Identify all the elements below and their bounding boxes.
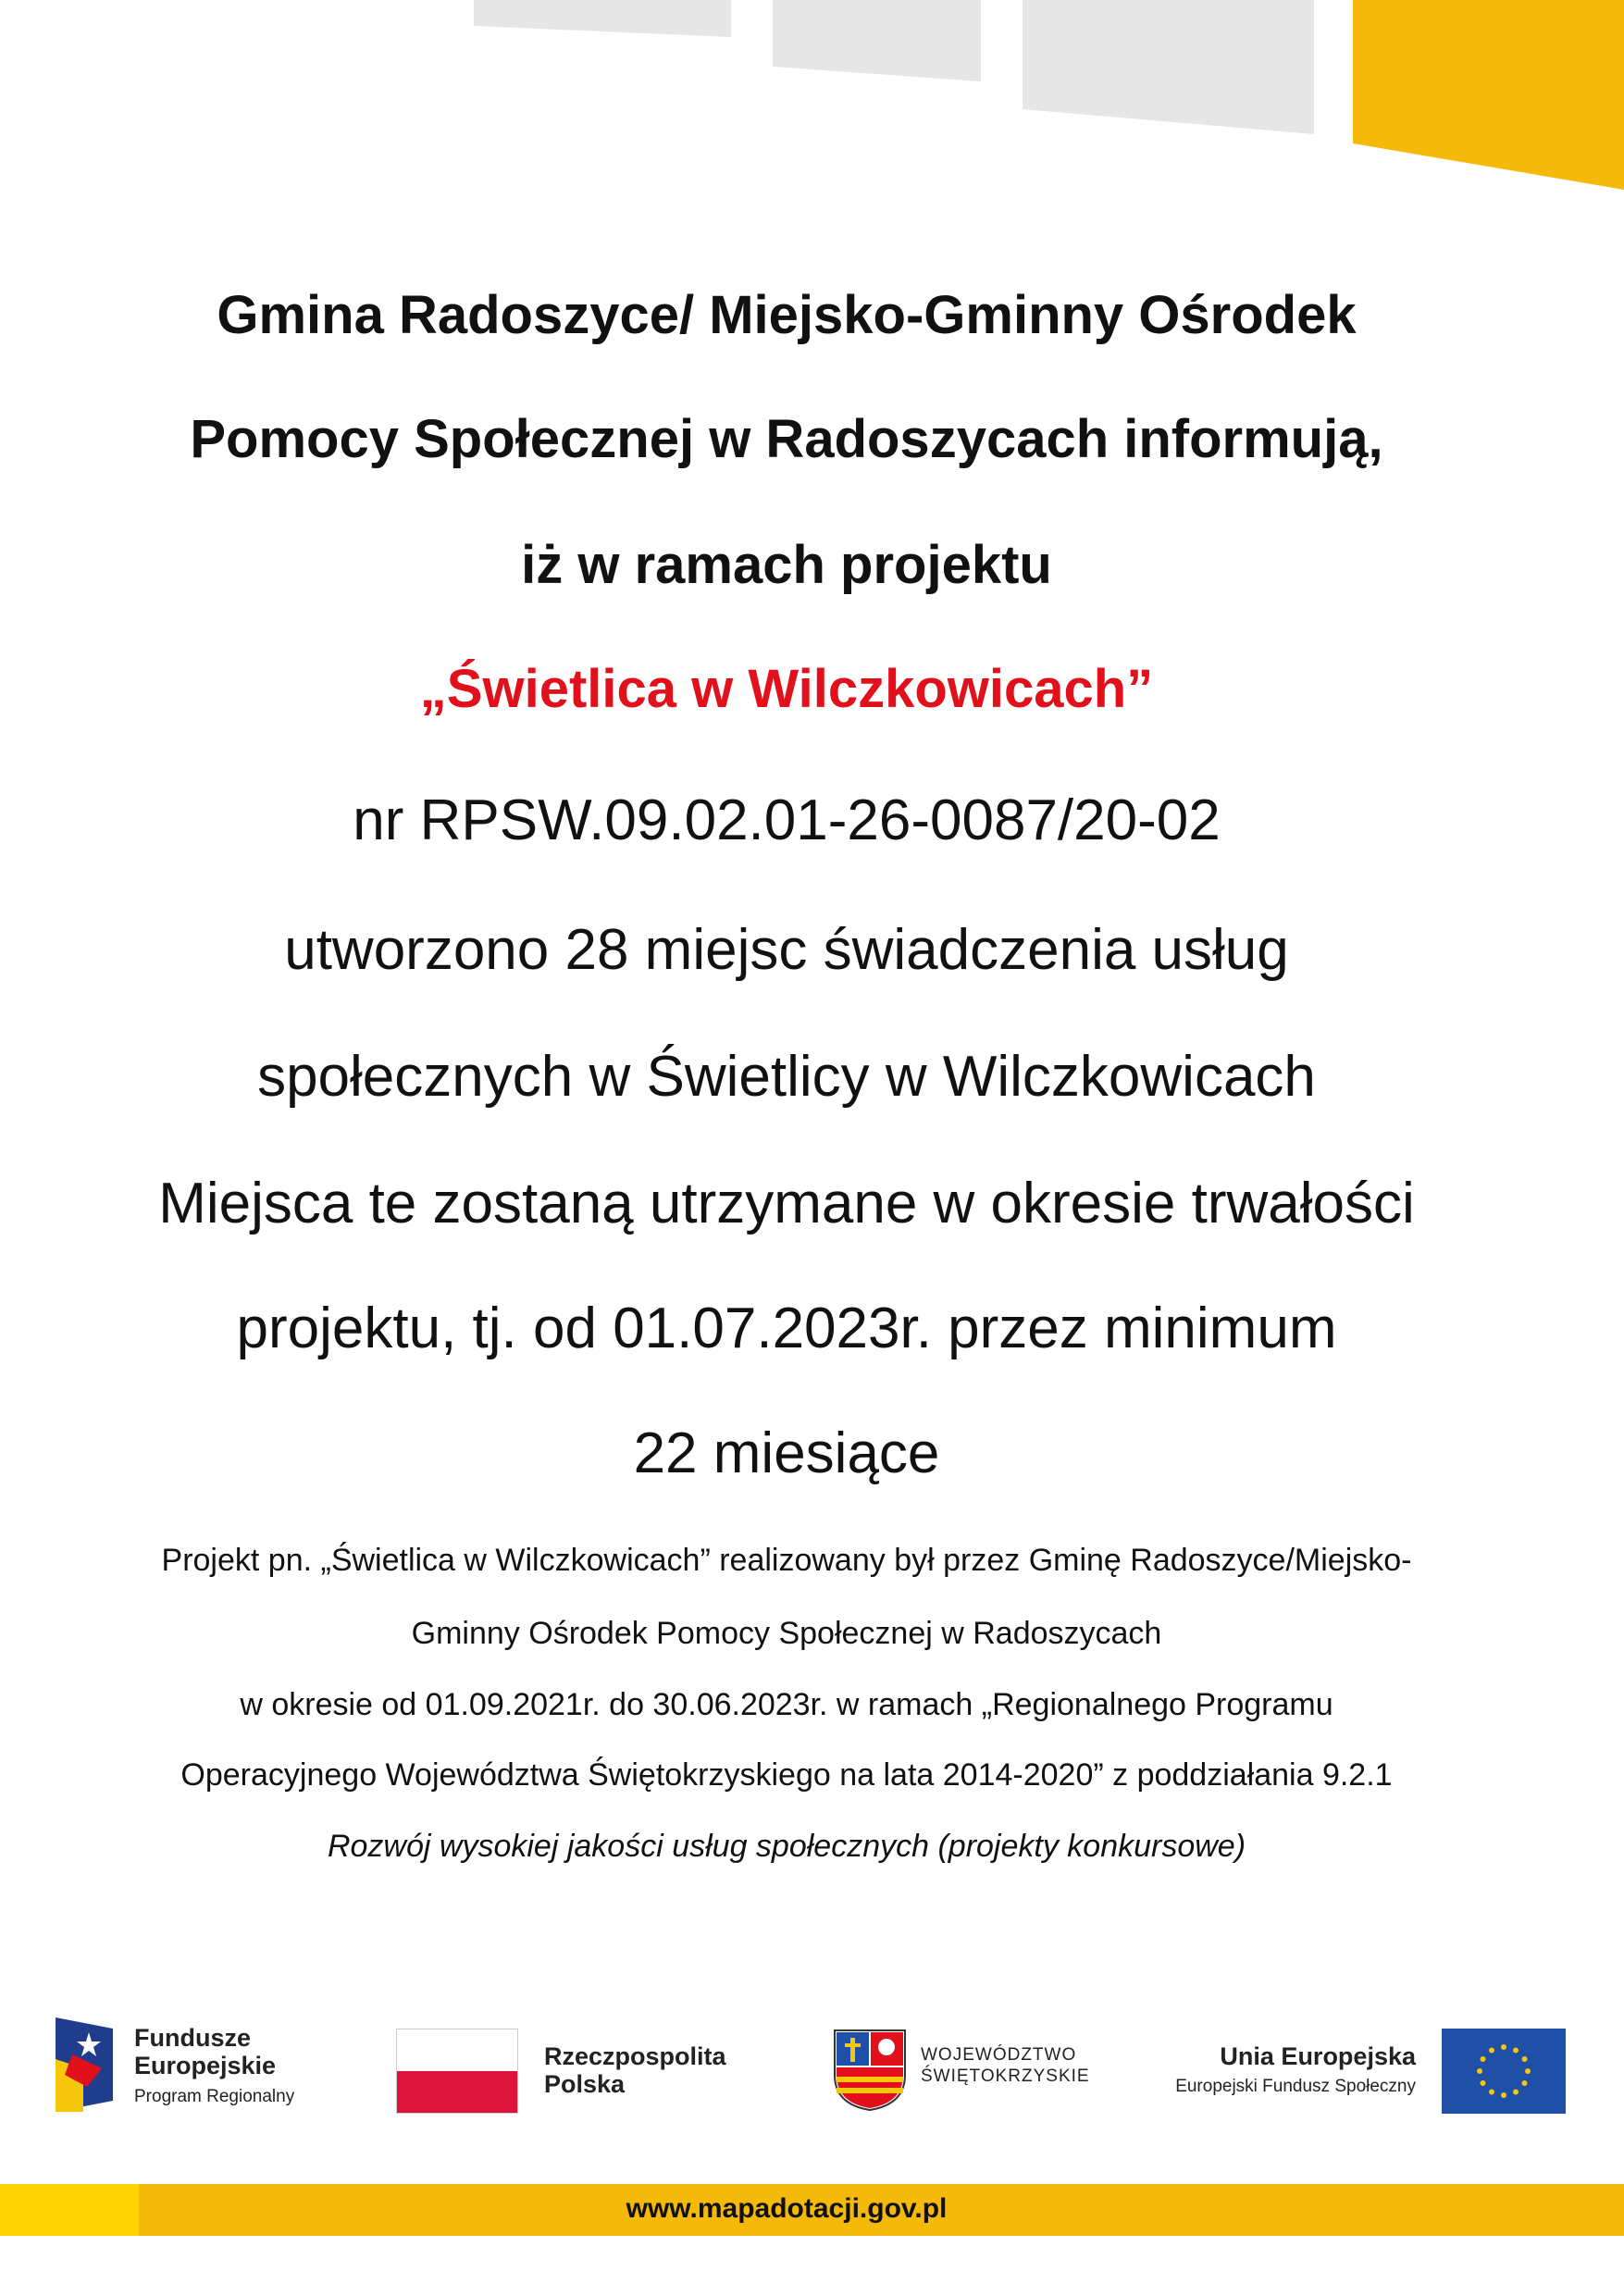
fe-line-3: Program Regionalny (134, 2087, 295, 2107)
body-line-5: 22 miesiące (633, 1421, 940, 1485)
rp-line-2: Polska (544, 2069, 626, 2098)
eu-flag-icon (1442, 2029, 1566, 2114)
rp-line-1: Rzeczpospolita (544, 2042, 726, 2070)
rzeczpospolita-polska-logo (544, 2043, 726, 2098)
decor-gray-block-1 (474, 0, 731, 37)
fundusze-europejskie-logo (134, 2025, 294, 2107)
fe-line-1: Fundusze (134, 2024, 251, 2052)
heading-line-2: Pomocy Społecznej w Radoszycach informują, (190, 409, 1383, 469)
body-line-2: społecznych w Świetlicy w Wilczkowicach (257, 1045, 1316, 1109)
heading-line-3: iż w ramach projektu (521, 535, 1052, 595)
ws-line-2: ŚWIĘTOKRZYSKIE (921, 2066, 1090, 2086)
footer-url[interactable]: www.mapadotacji.gov.pl (626, 2193, 948, 2224)
project-name: „Świetlica w Wilczkowicach” (419, 659, 1154, 719)
swietokrzyskie-coat-of-arms-icon (833, 2029, 907, 2112)
ws-line-1: WOJEWÓDZTWO (921, 2045, 1077, 2065)
ue-line-2: Europejski Fundusz Społeczny (1175, 2076, 1416, 2096)
polish-flag-icon (396, 2029, 518, 2114)
details-line-4: Operacyjnego Województwa Świętokrzyskiego na lata 2014-2020” z poddziałania 9.2.1 (180, 1757, 1393, 1793)
details-line-3: w okresie od 01.09.2021r. do 30.06.2023r. w ramach „Regionalnego Programu (240, 1687, 1333, 1722)
details-line-2: Gminny Ośrodek Pomocy Społecznej w Radoszycach (411, 1616, 1162, 1651)
details-line-1: Projekt pn. „Świetlica w Wilczkowicach” realizowany był przez Gminę Radoszyce/Miejsko- (161, 1543, 1412, 1578)
body-line-1: utworzono 28 miejsc świadczenia usług (284, 918, 1289, 982)
body-line-3: Miejsca te zostaną utrzymane w okresie trwałości (158, 1172, 1415, 1235)
top-decoration (0, 0, 1624, 204)
details-line-5: Rozwój wysokiej jakości usług społecznych (projekty konkursowe) (327, 1829, 1246, 1864)
fundusze-europejskie-logo-mark (56, 2017, 113, 2112)
heading-line-1: Gmina Radoszyce/ Miejsko-Gminny Ośrodek (217, 285, 1357, 345)
wojewodztwo-swietokrzyskie-logo (921, 2045, 1090, 2088)
decor-gray-block-3 (1023, 0, 1314, 134)
unia-europejska-logo (1101, 2043, 1416, 2097)
ue-line-1: Unia Europejska (1220, 2042, 1416, 2070)
project-number: nr RPSW.09.02.01-26-0087/20-02 (353, 788, 1221, 852)
body-line-4: projektu, tj. od 01.07.2023r. przez minimum (236, 1297, 1337, 1360)
fe-line-2: Europejskie (134, 2051, 277, 2079)
decor-gray-block-2 (773, 0, 981, 81)
decor-yellow-block (1353, 0, 1624, 190)
